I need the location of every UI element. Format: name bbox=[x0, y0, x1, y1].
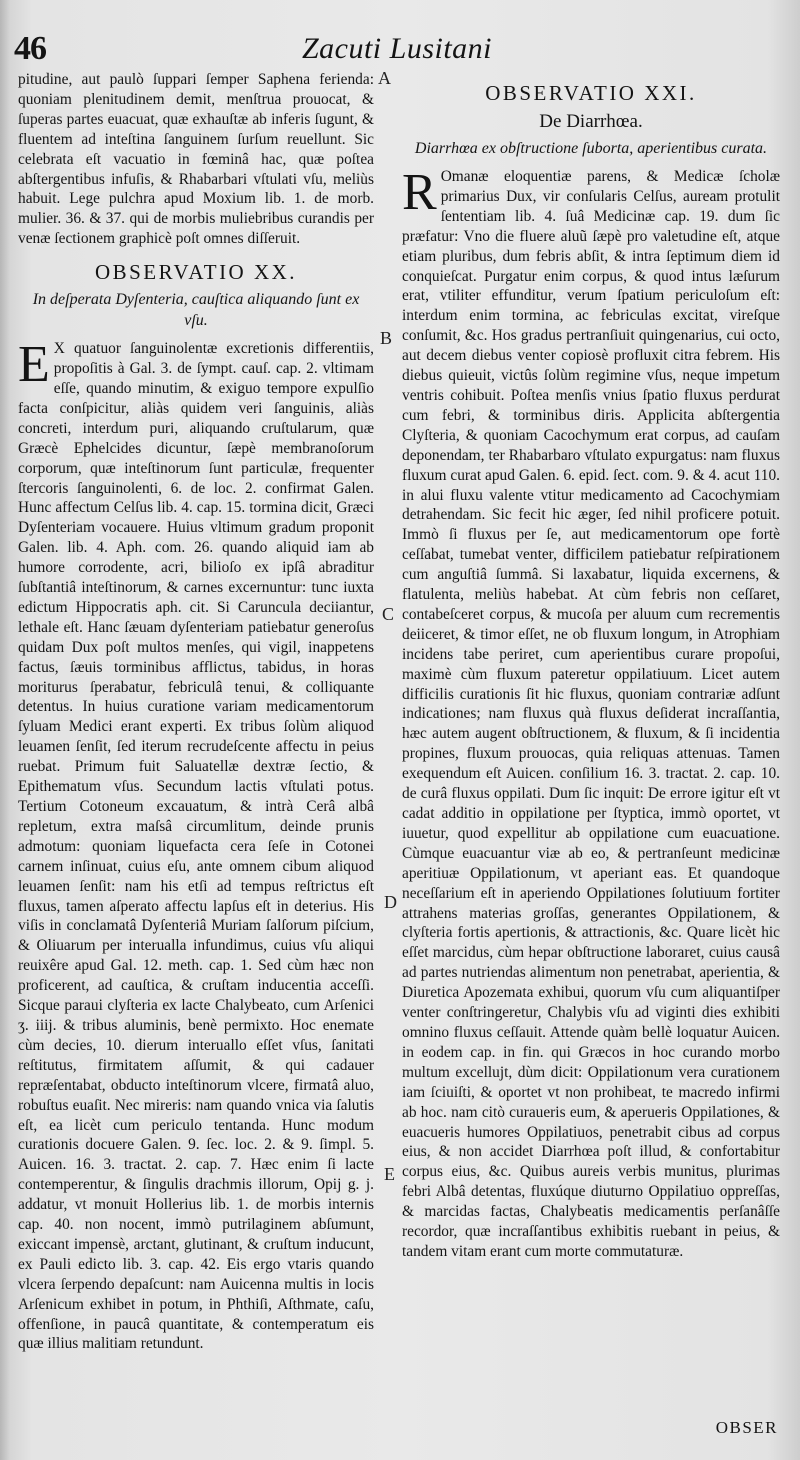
left-column bbox=[18, 70, 374, 1354]
page-number: 46 bbox=[14, 30, 46, 67]
running-head bbox=[14, 30, 780, 70]
observation-body-xxi bbox=[402, 164, 780, 1262]
observation-subtitle-xxi: De Diarrhœa. bbox=[539, 111, 643, 132]
gutter-shadow bbox=[0, 0, 10, 1460]
drop-cap-r: R bbox=[402, 164, 437, 221]
margin-letter-c: C bbox=[382, 604, 395, 624]
drop-cap-e: E bbox=[18, 336, 50, 394]
margin-letter-a: A bbox=[378, 68, 391, 88]
right-column bbox=[402, 70, 780, 1262]
observation-title-xxi: OBSERVATIO XXI. bbox=[485, 81, 697, 105]
margin-letter-e: E bbox=[384, 1164, 395, 1184]
observation-body-xx bbox=[18, 336, 374, 1354]
catchword: OBSER bbox=[715, 1418, 778, 1437]
observation-heading-xxi: Diarrhœa ex obſtructione ſuborta, aperientibus curata. bbox=[414, 140, 768, 157]
margin-letter-b: B bbox=[380, 328, 393, 348]
observation-title-xx: OBSERVATIO XX. bbox=[94, 260, 298, 285]
margin-letter-d: D bbox=[384, 892, 397, 912]
observation-text-xxi: Omanæ eloquentiæ parens, & Medicæ ſcholæ primarius Dux, vir conſularis Celſus, auream protulit ſententiam lib. 4. ſuâ Medicinæ cap. 19. dum ſic præfatur: Vno die fluere aluũ ſæpè pro valetudine eſt, atque etiam pluribus, dum febris abſit, & intra ſeptimum diem id conquieſcat. Purgatur enim corpus, & quod intus læſurum erat, vtiliter effunditur, verum ſpatium periculoſum eſt: interdum enim tormina, ac febriculas excitat, vireſque conſumit, &c. Hos gradus pertranſiuit quingenarius, cui octo, aut decem diebus venter copiosè profluxit citra febrem. His diebus quieuit, victûs ſolùm regimine vſus, neque impetum ventris cohibuit. Poſtea menſis vnius ſpatio fluxus perdurat cum febri, & torminibus diris. Applicita abſtergentia Clyſteria, & quoniam Cacochymum erat corpus, ad cauſam deponendam, ter Rhabarbaro vſtulato expurgatus: nam fluxus fluxum curat apud Galen. 6. epid. ſect. com. 9. & 4. acut 110. in alui fluxu valente vtitur medicamento ad Cacochymiam detrahendam. Sic fecit hic æger, ſed nihil proficere potuit. Immò ſi fluxus per ſe, aut medicamentorum ope fortè ceſſabat, tumebat venter, difficilem patiebatur reſpirationem cum anguſtiâ ſummâ. Si laxabatur, liquida excernens, & flatulenta, meliùs habebat. At cùm febris non ceſſaret, contabeſceret corpus, & mucoſa per aluum cum recrementis deiiceret, & timor eſſet, ne ob fluxum longum, in Atrophiam incidens tabe periret, cum aperientibus curare propoſui, maximè cùm fluxum pateretur oppilatiuum. Licet autem difficilis curationis ſit hic fluxus, quoniam contrariæ adſunt indicationes; nam fluxus quà fluxus deſiderat incraſſantia, hæc autem augent obſtructionem, & fluxum, & ſi incidentia propines, fluxum prouocas, quia reliquas attenuas. Tamen exequendum eſt Auicen. conſilium 16. 3. tractat. 2. cap. 10. de curâ fluxus oppilati. Dum ſic inquit: De errore igitur eſt vt cadat additio in oppilatione per ſtyptica, immò oportet, vt iuuetur, quod expellitur ab oppilatione cum euacuatione. Cùmque euacuantur viæ ab eo, & pertranſeunt medicinæ aperitiuæ Oppilationum, vt aperiant eas. Et quandoque neceſſarium eſt in aperiendo Oppilationes ſolutiuum fortiter attrahens materias groſſas, generantes Oppilationem, & clyſteria fortis apertionis, & attractionis, &c. Quare licèt hic eſſet marcidus, cùm hepar obſtructione laboraret, cuius causâ ad partes nutriendas alimentum non penetrabat, aperientia, & Diuretica Apozemata exhibui, quorum vſu cum aliquantiſper venter conſtringeretur, Chalybis vſu ad viginti dies exhibiti omnino fluxus ceſſauit. Attende quàm bellè loquatur Auicen. in eodem cap. in fin. qui Græcos in hoc curando morbo multum excellujt, dùm dicit: Oppilationum vera curationem iam ſciuiſti, & oportet vt non prohibeat, te macredo infirmi ab hoc. nam citò curaueris eum, & aperueris Oppilationes, & euacueris humores Oppilatiuos, penetrabit cibus ad corpus eius, & non accidet Diarrhœa poſt illud, & confortabitur corpus eius, &c. Quibus aureis verbis munitus, plurimas febri Albâ detentas, fluxúque diuturno Oppilatiuo oppreſſas, & marcidas factas, Chalybeatis medicamentis perſanâſſe recordor, quæ incraſſantibus exhibitis ruebant in peius, & tandem vitam erant cum morte commutaturæ. bbox=[402, 168, 780, 1260]
continued-paragraph: pitudine, aut paulò ſuppari ſemper Saphena ferienda: quoniam plenitudinem demit, menſtrua prouocat, & ſuperas partes euacuat, quæ exhauſtæ ab inferis ſugunt, & fluentem ad inteſtina ſanguinem ſurſum reuellunt. Sic celebrata eſt vacuatio in fœminâ hac, quæ poſtea abſtergentibus infuſis, & Rhabarbari vſtulati vſu, meliùs habuit. Lege pulchra apud Moxium lib. 1. de morb. mulier. 36. & 37. qui de morbis muliebribus curandis per venæ ſectionem graphicè poſt omnes diſſeruit. bbox=[18, 71, 374, 248]
running-title: Zacuti Lusitani bbox=[301, 32, 493, 65]
observation-text-xx: X quatuor ſanguinolentæ excretionis differentiis, propoſitis à Gal. 3. de ſympt. cauſ. cap. 2. vltimam eſſe, quando minutim, & exiguo tempore expulſio facta conſpicitur, aliàs quidem veri ſanguinis, aliàs concreti, interdum puri, aliquando cruſtularum, quæ Græcè Ephelcides dicuntur, ſæpè membranoſorum corporum, quæ inteſtinorum ſunt particulæ, frequenter ſtercoris ſanguinolenti, 6. de loc. 2. confirmat Galen. Hunc affectum Celſus lib. 4. cap. 15. tormina dicit, Græci Dyſenteriam vocauere. Huius vltimum gradum proponit Galen. lib. 4. Aph. com. 26. quando aliquid iam ab humore corrodente, acri, bilioſo ex ipſâ abraditur ſubſtantiâ inteſtinorum, & carnes excernuntur: tunc iuxta edictum Hippocratis aph. cit. Si Caruncula deciiantur, lethale eſt. Hanc ſæuam dyſenteriam patiebatur generoſus quidam Dux poſt multos menſes, qui vigil, inappetens factus, ſæuis torminibus afflictus, tabidus, in horas moriturus ſperabatur, febriculâ tenui, & colliquante detentus. In huius curatione variam medicamentorum ſyluam Medici erant experti. Ex tribus ſolùm aliquod leuamen ſenſit, ſed iterum recrudeſcente affectu in peius ruebat. Primum fuit Saluatellæ dextræ ſectio, & Epithematum vſus. Secundum lactis vſtulati potus. Tertium Cotoneum excauatum, & intrà Cerâ albâ repletum, extra maſsâ circumlitum, deinde prunis admotum: quoniam liquefacta cera ſeſe in Cotonei carnem inſinuat, cuius eſu, ante omnem cibum aliquod leuamen ſenſit: nam his etſi ad tempus reſtrictus eſt fluxus, tamen aſperato affectu lapſus eſt in deterius. His viſis in conclamatâ Dyſenteriâ Muriam ſalſorum piſcium, & Oliuarum per interualla infundimus, cuius vſu aliqui reuixêre apud Gal. 12. meth. cap. 1. Sed cùm hæc non proficerent, ad cauſtica, & cruſtam inducentia acceſſi. Sicque paraui clyſteria ex lacte Chalybeato, cum Arſenici ʒ. iiij. & tribus aluminis, benè permixto. Hoc enemate cùm decies, 10. dierum interuallo eſſet vſus, ſanitati reſtitutus, firmitatem aſſumit, & qui cadauer repræſentabat, obducto inteſtinorum vlcere, firmatâ aluo, robuſtus euaſit. Nec mireris: nam quando vnica via ſalutis eſt, ea licèt cum periculo tentanda. Hunc modum curationis docuere Galen. 9. ſec. loc. 2. & 9. ſimpl. 5. Auicen. 16. 3. tractat. 2. cap. 7. Hæc enim ſi lacte contemperentur, & ſingulis drachmis illorum, Opij g. j. addatur, vt monuit Hollerius lib. 1. de morbis internis cap. 40. non nocent, immò putrilaginem abſumunt, exiccant impensè, arctant, glutinant, & cruſtum inducunt, ex Pauli edicto lib. 3. cap. 42. Eis ergo vtaris quando vlcera ſerpendo depaſcunt: nam Auicenna multis in locis Arſenicum exhibet in potum, in Phthiſi, Aſthmate, caſu, offenſione, in paucâ quantitate, & contemperatum eis quæ illius malitiam retundunt. bbox=[18, 340, 374, 1353]
observation-heading-xx: In deſperata Dyſenteria, cauſtica aliquando ſunt ex vſu. bbox=[32, 291, 360, 330]
